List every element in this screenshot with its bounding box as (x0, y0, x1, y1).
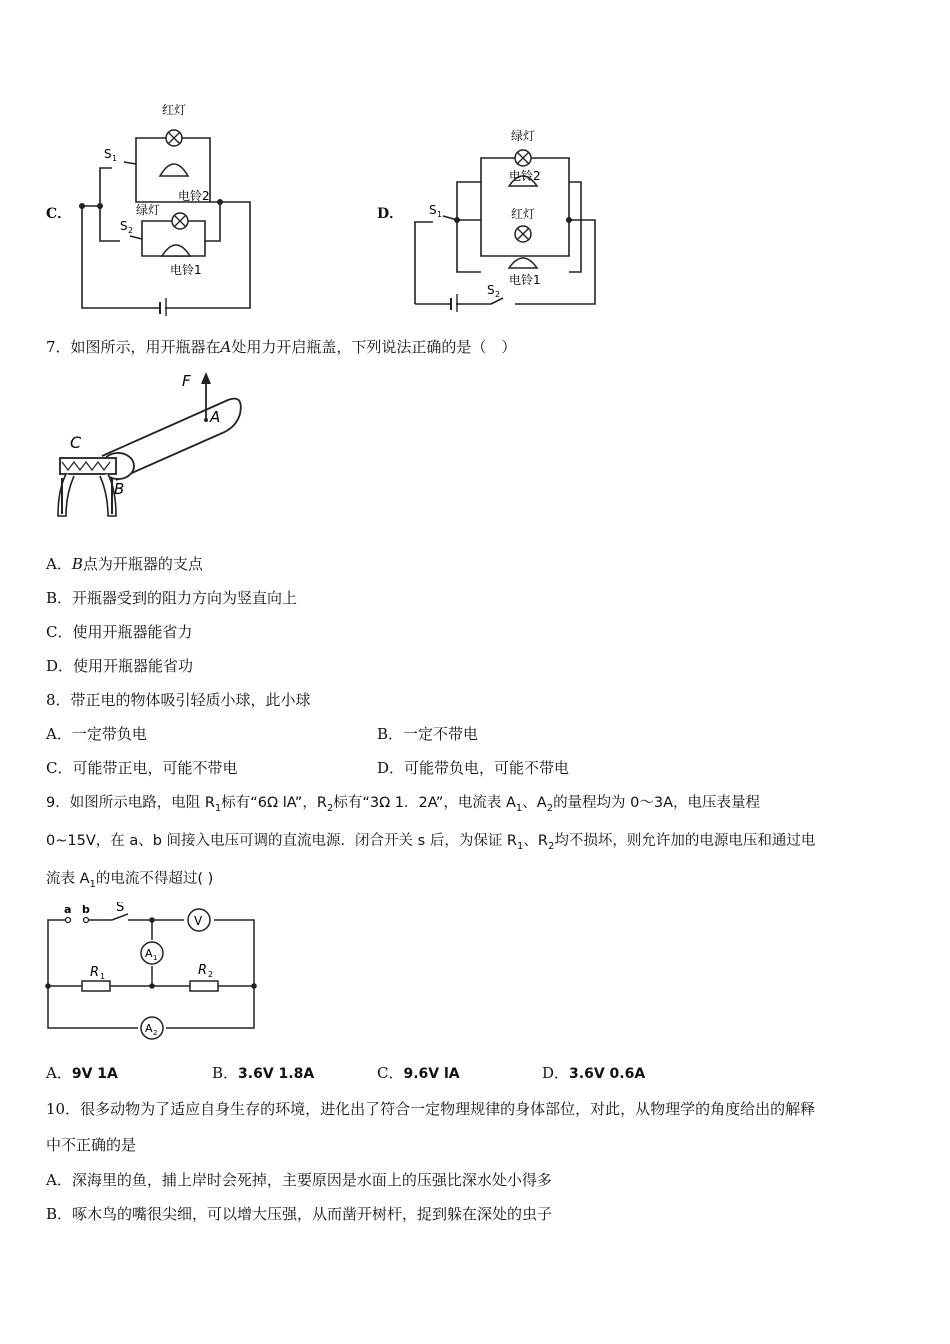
c-s2-sub: 2 (128, 226, 134, 235)
d-bell2-label: 电铃2 (509, 169, 541, 183)
q9-option-a-value: 9V 1A (71, 1066, 118, 1082)
d-bell1-label: 电铃1 (509, 273, 541, 287)
q8-stem: 8．带正电的物体吸引轻质小球，此小球 (46, 691, 311, 709)
q9-l1-e: 的量程均为 0～3A，电压表量程 (553, 795, 761, 811)
q7-fig-f: F (182, 372, 191, 390)
d-red-lamp-label: 红灯 (511, 207, 536, 221)
q6-circuit-c (70, 96, 270, 316)
q7-fig-b: B (114, 480, 125, 498)
q9-stem-line2 (46, 829, 815, 852)
q9-fig-a1-sub: 1 (153, 954, 158, 962)
q9-option-c[interactable] (377, 1062, 460, 1083)
q8-option-c[interactable]: C．可能带正电，可能不带电 (46, 759, 238, 777)
q9-l2-c: 均不损坏，则允许加的电源电压和通过电 (554, 833, 816, 849)
q7-option-b[interactable]: B．开瓶器受到的阻力方向为竖直向上 (46, 589, 298, 607)
q6-option-d-label: D． (377, 206, 404, 222)
d-green-lamp-label: 绿灯 (511, 129, 536, 143)
q10-stem-line2: 中不正确的是 (46, 1136, 137, 1154)
q8-option-d[interactable]: D．可能带负电，可能不带电 (377, 759, 570, 777)
q7-stem-post: 处用力开启瓶盖，下列说法正确的是（ ） (231, 338, 517, 356)
q9-l1-b: 标有“6Ω lA”，R (221, 795, 327, 811)
c-s1-label: S (104, 147, 112, 161)
q9-l1-b-sub: 2 (326, 802, 334, 814)
q7-stem-point: A (220, 338, 232, 356)
q10-option-a[interactable]: A．深海里的鱼，捕上岸时会死掉，主要原因是水面上的压强比深水处小得多 (46, 1171, 552, 1189)
c-bell2-label: 电铃2 (178, 189, 210, 203)
q8-option-a[interactable]: A．一定带负电 (46, 725, 147, 743)
d-s2-label: S (487, 283, 495, 297)
q9-fig-r2: R (198, 963, 208, 978)
q8-option-b[interactable]: B．一定不带电 (377, 725, 479, 743)
q7-fig-c: C (70, 433, 82, 452)
q7-option-d[interactable]: D．使用开瓶器能省功 (46, 657, 194, 675)
c-bell1-label: 电铃1 (170, 263, 202, 277)
q7-option-a[interactable] (46, 553, 203, 574)
q9-option-d-label: D． (542, 1064, 570, 1082)
q9-l1-a-sub: 1 (214, 802, 222, 814)
q9-option-b-label: B． (212, 1064, 239, 1082)
q9-fig-a2-sub: 2 (153, 1029, 158, 1037)
q9-option-d[interactable] (542, 1062, 645, 1083)
q9-fig-r2-sub: 2 (208, 970, 214, 979)
c-s2-label: S (120, 219, 128, 233)
q9-l1-c: 标有“3Ω 1．2A”，电流表 A (333, 795, 516, 811)
q9-option-a[interactable] (46, 1062, 118, 1083)
q9-option-a-label: A． (46, 1064, 72, 1082)
q9-stem-line1 (46, 791, 760, 814)
q9-l1-a: 9．如图所示电路，电阻 R (46, 795, 215, 811)
q9-option-c-label: C． (377, 1064, 404, 1082)
q9-l2-a-sub: 1 (517, 840, 524, 852)
q9-fig-r1-sub: 1 (100, 972, 106, 981)
q9-fig-a1: A (145, 947, 153, 960)
q6-option-c-label: C． (46, 206, 72, 222)
q9-l2-b: 、R (523, 833, 548, 849)
q9-l2-b-sub: 2 (547, 840, 555, 852)
q6-circuit-d (405, 122, 605, 312)
d-s2-sub: 2 (495, 290, 501, 299)
q10-option-b[interactable]: B．啄木鸟的嘴很尖细，可以增大压强，从而凿开树杆，捉到躲在深处的虫子 (46, 1205, 553, 1223)
q9-l3-a: 流表 A (46, 871, 90, 887)
q9-option-b[interactable] (212, 1062, 314, 1083)
c-green-lamp-label: 绿灯 (136, 203, 161, 217)
q7-stem-pre: 7．如图所示，用开瓶器在 (46, 338, 221, 356)
q9-l1-d-sub: 2 (546, 802, 554, 814)
d-s1-label: S (429, 203, 437, 217)
q9-fig-r1: R (90, 965, 100, 980)
q9-l2-a: 0~15V，在 a、b 间接入电压可调的直流电源．闭合开关 s 后，为保证 R (46, 833, 518, 849)
q9-l1-c-sub: 1 (515, 802, 523, 814)
q9-option-b-value: 3.6V 1.8A (238, 1066, 315, 1082)
q7-option-c[interactable]: C．使用开瓶器能省力 (46, 623, 193, 641)
q9-option-c-value: 9.6V lA (403, 1066, 460, 1082)
q7-stem (46, 336, 516, 357)
q7-option-a-text: 点为开瓶器的支点 (82, 555, 203, 573)
q9-fig-a2: A (145, 1022, 153, 1035)
q7-option-a-point: B (71, 555, 83, 573)
q9-fig-s: S (116, 902, 125, 915)
q9-circuit-figure (44, 902, 262, 1040)
c-red-lamp-label: 红灯 (162, 103, 187, 117)
c-s1-sub: 1 (112, 154, 118, 163)
q9-option-d-value: 3.6V 0.6A (569, 1066, 646, 1082)
d-s1-sub: 1 (437, 210, 443, 219)
q9-fig-a: a (64, 903, 72, 916)
q7-bottle-opener-figure (44, 366, 254, 526)
q9-l3-b: 的电流不得超过( ) (95, 871, 214, 887)
q9-l1-d: 、A (522, 795, 547, 811)
q9-l3-a-sub: 1 (89, 878, 96, 890)
q9-fig-b: b (82, 903, 90, 916)
q9-stem-line3 (46, 867, 213, 890)
q7-option-a-label: A． (46, 555, 72, 573)
q7-fig-a: A (210, 408, 221, 426)
q10-stem-line1: 10．很多动物为了适应自身生存的环境，进化出了符合一定物理规律的身体部位，对此，从物理学的角度给出的解释 (46, 1100, 816, 1118)
q9-fig-v: V (194, 914, 203, 928)
